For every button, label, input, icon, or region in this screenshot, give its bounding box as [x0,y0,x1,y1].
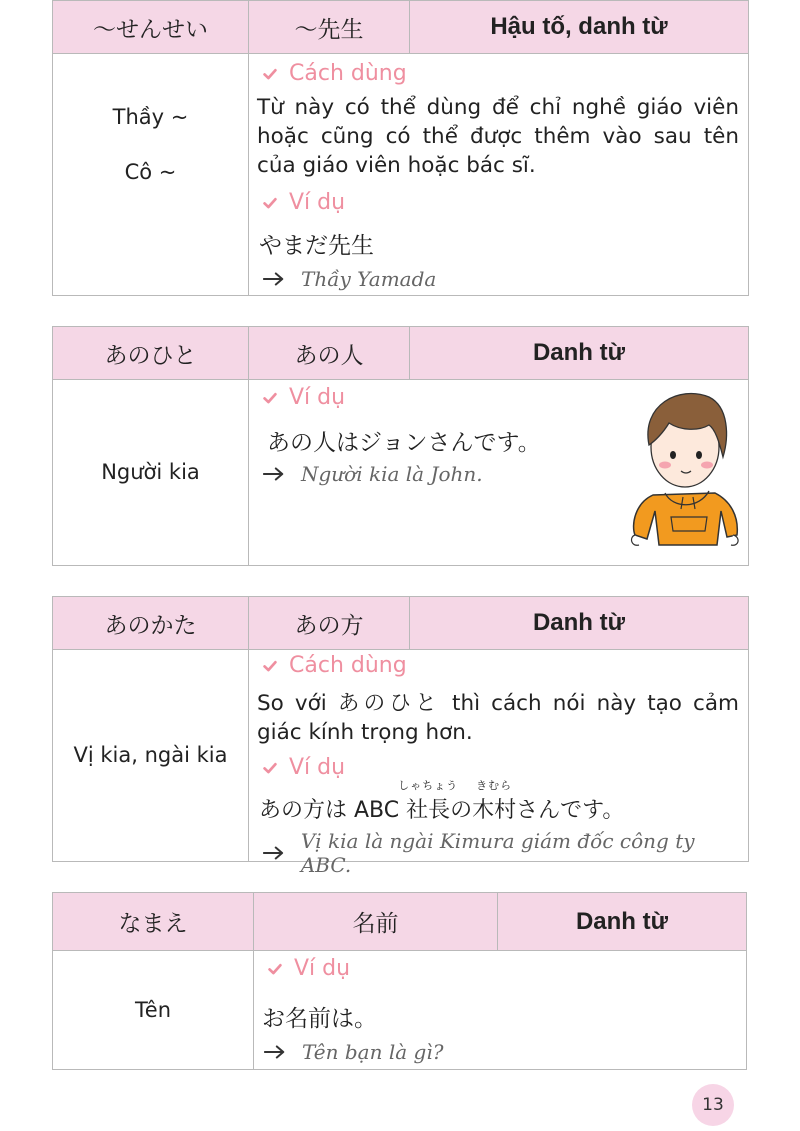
vocab-card-sensei [52,0,749,296]
example-translation-text: Vị kia là ngài Kimura giám đốc công ty ABC. [300,829,695,877]
check-icon [266,960,284,978]
card-header [53,1,748,54]
kana-cell: あのひと [104,342,197,369]
example-translation-text: Tên bạn là gì? [302,1040,444,1064]
usage-label [261,653,407,678]
check-icon [261,657,279,675]
check-icon [261,389,279,407]
example-japanese: やまだ先生 [259,233,374,259]
furigana: きむら [476,779,513,792]
example-prefix: あの方は ABC [259,798,407,823]
usage-text: So với あのひと thì cách nói này tạo cảm giác kính trọng hơn. [257,691,739,745]
example-label [261,385,345,410]
meaning-line: Thầy ~ [112,104,189,129]
example-japanese: お名前は。 [262,1006,377,1032]
meaning-line: Tên [134,997,172,1022]
word-type-cell: Danh từ [497,893,746,950]
meaning-cell [53,649,249,861]
usage-label [261,61,407,86]
example-label-text: Ví dụ [289,755,346,780]
example-label [261,190,345,215]
meaning-cell [53,950,254,1069]
check-icon [261,65,279,83]
ruby-shachou [398,779,459,824]
kanji-cell: あの方 [248,597,409,649]
word-type-cell: Hậu tố, danh từ [409,1,748,53]
example-suffix: さんです。 [516,798,625,823]
example-japanese [259,779,625,824]
example-translation [263,267,436,291]
example-mid: の [450,798,473,823]
vocab-card-anohito [52,326,749,566]
detail-cell [249,53,748,295]
word-type-cell: Danh từ [409,597,748,649]
ruby-base: 木村 [472,798,517,823]
check-icon [261,194,279,212]
detail-cell [249,379,748,565]
example-translation [263,462,483,486]
usage-label-text: Cách dùng [289,61,407,86]
kanji-cell: あの人 [248,327,409,379]
furigana: しゃちょう [398,779,459,792]
example-japanese: あの人はジョンさんです。 [267,430,541,456]
kana-cell: あのかた [104,612,197,639]
meaning-line: Người kia [101,460,200,484]
example-label [261,755,345,780]
card-header [53,893,746,951]
example-label-text: Ví dụ [289,385,346,410]
page-number [692,1084,734,1126]
meaning-cell [53,379,249,565]
example-translation [263,829,748,877]
arrow-right-icon [263,466,285,482]
word-type-cell: Danh từ [409,327,748,379]
example-translation-text: Người kia là John. [301,462,483,486]
kanji-cell: 〜先生 [248,1,409,53]
kana-cell: なまえ [118,911,188,937]
detail-cell [254,950,746,1069]
page-number-text: 13 [702,1095,724,1115]
ruby-kimura [472,779,517,824]
example-label-text: Ví dụ [294,956,351,981]
usage-text: Từ này có thể dùng để chỉ nghề giáo viên hoặc cũng có thể được thêm vào sau tên của giáo viên hoặc bác sĩ. [257,95,739,178]
meaning-cell [53,53,249,295]
arrow-right-icon [264,1044,286,1060]
check-icon [261,759,279,777]
example-label [266,956,350,981]
example-label-text: Ví dụ [289,190,346,215]
arrow-right-icon [263,845,285,861]
usage-label-text: Cách dùng [289,653,407,678]
kana-cell: 〜せんせい [93,16,208,43]
example-translation [264,1040,443,1064]
card-header [53,597,748,650]
meaning-line: Vị kia, ngài kia [73,743,228,767]
arrow-right-icon [263,271,285,287]
meaning-line: Cô ~ [124,159,177,184]
boy-hoodie-illustration [625,385,745,555]
card-header [53,327,748,380]
detail-cell [249,649,748,877]
example-translation-text: Thầy Yamada [301,267,437,291]
kanji-cell: 名前 [253,893,497,950]
ruby-base: 社長 [406,798,451,823]
vocab-card-anokata [52,596,749,877]
vocab-card-namae [52,892,747,1070]
